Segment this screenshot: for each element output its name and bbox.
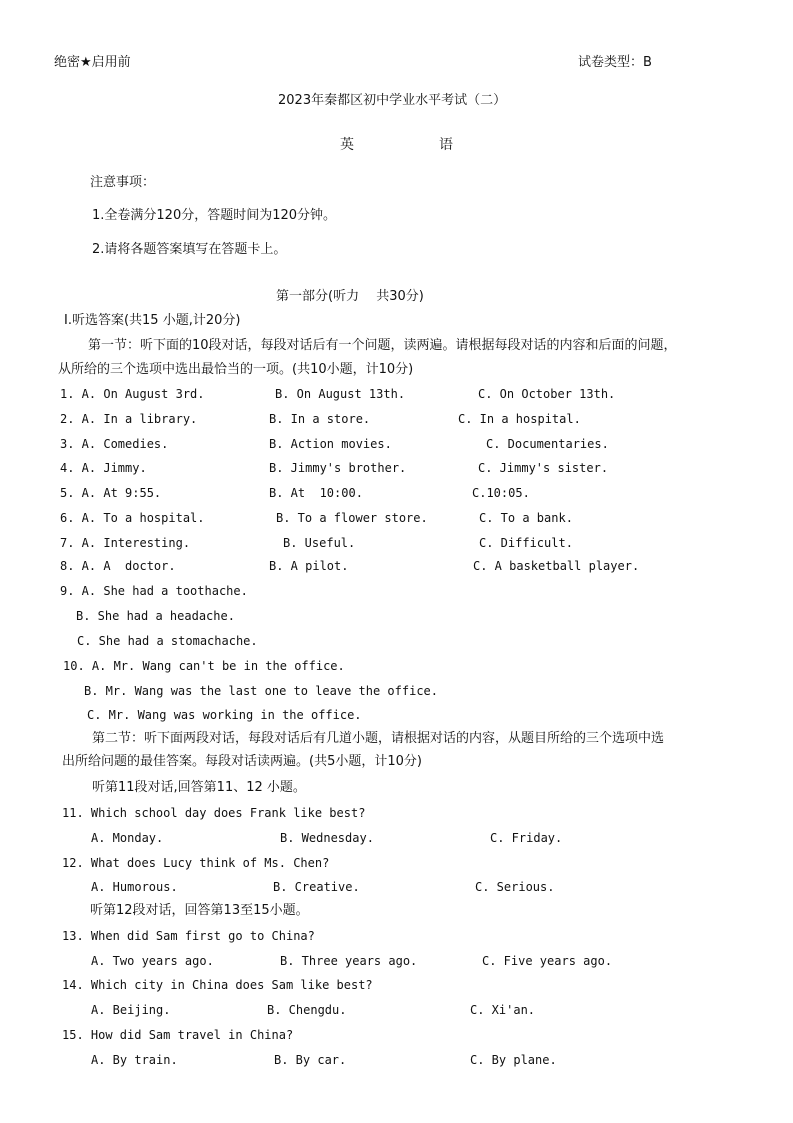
- q11-option-c: C. Friday.: [490, 831, 563, 845]
- q10-option-c: C. Mr. Wang was working in the office.: [87, 708, 362, 722]
- q13-option-c: C. Five years ago.: [482, 954, 613, 968]
- q1-option-a: 1. A. On August 3rd.: [60, 387, 205, 401]
- q11-stem: 11. Which school day does Frank like best?: [62, 806, 366, 820]
- q6-option-a: 6. A. To a hospital.: [60, 511, 205, 525]
- q3-option-a: 3. A. Comedies.: [60, 437, 169, 451]
- section1-instructions-line2: 从所给的三个选项中选出最恰当的一项。(共10小题，计10分): [58, 362, 414, 377]
- q13-stem: 13. When did Sam first go to China?: [62, 929, 315, 943]
- confidential-mark: 绝密★启用前: [54, 55, 131, 70]
- q5-option-a: 5. A. At 9:55.: [60, 486, 162, 500]
- q14-option-c: C. Xi'an.: [470, 1003, 536, 1017]
- q12-option-c: C. Serious.: [475, 880, 555, 894]
- section1-instructions-line1: 第一节：听下面的10段对话，每段对话后有一个问题，读两遍。请根据每段对话的内容和后面的问题，: [88, 338, 677, 353]
- q7-option-b: B. Useful.: [283, 536, 356, 550]
- q9-option-a: 9. A. She had a toothache.: [60, 584, 248, 598]
- q14-stem: 14. Which city in China does Sam like best?: [62, 978, 373, 992]
- subject-char-1: 英: [340, 137, 354, 153]
- q9-option-b: B. She had a headache.: [76, 609, 235, 623]
- q14-option-b: B. Chengdu.: [267, 1003, 347, 1017]
- q9-option-c: C. She had a stomachache.: [77, 634, 258, 648]
- section2-instructions-line2: 出所给问题的最佳答案。每段对话读两遍。(共5小题，计10分): [62, 754, 422, 769]
- q2-option-a: 2. A. In a library.: [60, 412, 198, 426]
- q3-option-b: B. Action movies.: [269, 437, 392, 451]
- q3-option-c: C. Documentaries.: [486, 437, 609, 451]
- section-i-heading: Ⅰ.听选答案(共15 小题,计20分): [64, 313, 241, 328]
- q10-option-b: B. Mr. Wang was the last one to leave the office.: [84, 684, 439, 698]
- q6-option-b: B. To a flower store.: [276, 511, 428, 525]
- q8-option-b: B. A pilot.: [269, 559, 349, 573]
- q7-option-a: 7. A. Interesting.: [60, 536, 191, 550]
- part1-heading: 第一部分(听力 共30分): [276, 289, 424, 304]
- q4-option-b: B. Jimmy's brother.: [269, 461, 407, 475]
- q15-option-c: C. By plane.: [470, 1053, 557, 1067]
- q6-option-c: C. To a bank.: [479, 511, 573, 525]
- q7-option-c: C. Difficult.: [479, 536, 573, 550]
- q8-option-c: C. A basketball player.: [473, 559, 640, 573]
- q4-option-a: 4. A. Jimmy.: [60, 461, 147, 475]
- section2-instructions-line1: 第二节：听下面两段对话，每段对话后有几道小题，请根据对话的内容，从题目所给的三个选项中选: [92, 731, 665, 746]
- q15-option-a: A. By train.: [91, 1053, 178, 1067]
- q5-option-b: B. At 10:00.: [269, 486, 363, 500]
- q15-stem: 15. How did Sam travel in China?: [62, 1028, 294, 1042]
- q2-option-c: C. In a hospital.: [458, 412, 581, 426]
- q10-option-a: 10. A. Mr. Wang can't be in the office.: [63, 659, 345, 673]
- q1-option-c: C. On October 13th.: [478, 387, 616, 401]
- q14-option-a: A. Beijing.: [91, 1003, 171, 1017]
- q8-option-a: 8. A. A doctor.: [60, 559, 176, 573]
- q13-option-b: B. Three years ago.: [280, 954, 418, 968]
- notes-item-1: 1.全卷满分120分，答题时间为120分钟。: [92, 208, 337, 223]
- subject-char-2: 语: [439, 137, 453, 153]
- q11-option-b: B. Wednesday.: [280, 831, 374, 845]
- q12-option-b: B. Creative.: [273, 880, 360, 894]
- dialog-11-instruction: 听第11段对话,回答第11、12 小题。: [92, 780, 306, 795]
- q2-option-b: B. In a store.: [269, 412, 371, 426]
- q15-option-b: B. By car.: [274, 1053, 347, 1067]
- notes-heading: 注意事项：: [90, 175, 156, 190]
- dialog-12-instruction: 听第12段对话，回答第13至15小题。: [90, 903, 309, 918]
- q5-option-c: C.10:05.: [472, 486, 530, 500]
- exam-title: 2023年秦都区初中学业水平考试（二）: [278, 93, 507, 108]
- q12-stem: 12. What does Lucy think of Ms. Chen?: [62, 856, 330, 870]
- paper-type: 试卷类型：B: [578, 55, 652, 70]
- notes-item-2: 2.请将各题答案填写在答题卡上。: [92, 242, 287, 257]
- q11-option-a: A. Monday.: [91, 831, 164, 845]
- q13-option-a: A. Two years ago.: [91, 954, 214, 968]
- q12-option-a: A. Humorous.: [91, 880, 178, 894]
- q1-option-b: B. On August 13th.: [275, 387, 406, 401]
- q4-option-c: C. Jimmy's sister.: [478, 461, 609, 475]
